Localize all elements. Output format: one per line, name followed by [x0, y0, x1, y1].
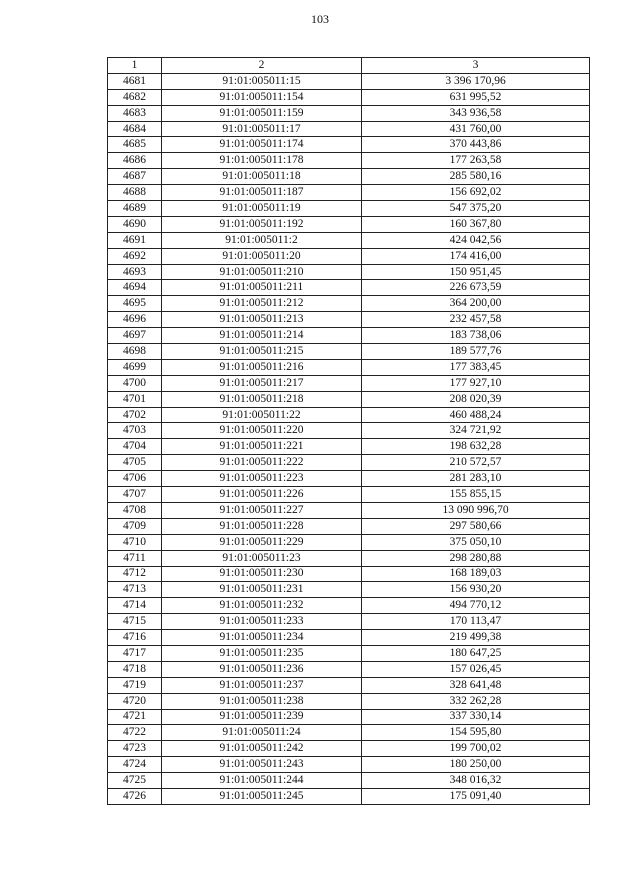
table-row — [108, 375, 590, 391]
cadastral-number-cell: 91:01:005011:231 — [162, 582, 362, 598]
table-row — [108, 359, 590, 375]
table-row — [108, 757, 590, 773]
row-number-cell: 4682 — [108, 89, 162, 105]
table-row — [108, 232, 590, 248]
row-number-cell: 4718 — [108, 661, 162, 677]
row-number-cell: 4717 — [108, 645, 162, 661]
table-row — [108, 89, 590, 105]
column-header-3: 3 — [362, 58, 590, 74]
row-number-cell: 4699 — [108, 359, 162, 375]
value-cell: 281 283,10 — [362, 471, 590, 487]
cadastral-number-cell: 91:01:005011:211 — [162, 280, 362, 296]
row-number-cell: 4686 — [108, 153, 162, 169]
table-row — [108, 455, 590, 471]
cadastral-number-cell: 91:01:005011:230 — [162, 566, 362, 582]
value-cell: 324 721,92 — [362, 423, 590, 439]
value-cell: 155 855,15 — [362, 487, 590, 503]
row-number-cell: 4690 — [108, 216, 162, 232]
table-row — [108, 407, 590, 423]
table-row — [108, 296, 590, 312]
value-cell: 631 995,52 — [362, 89, 590, 105]
row-number-cell: 4702 — [108, 407, 162, 423]
cadastral-number-cell: 91:01:005011:234 — [162, 630, 362, 646]
table-row — [108, 788, 590, 804]
cadastral-number-cell: 91:01:005011:210 — [162, 264, 362, 280]
cadastral-number-cell: 91:01:005011:233 — [162, 614, 362, 630]
table-row — [108, 661, 590, 677]
cadastral-number-cell: 91:01:005011:187 — [162, 185, 362, 201]
table-row — [108, 248, 590, 264]
cadastral-number-cell: 91:01:005011:238 — [162, 693, 362, 709]
value-cell: 3 396 170,96 — [362, 73, 590, 89]
table-row — [108, 423, 590, 439]
value-cell: 175 091,40 — [362, 788, 590, 804]
table-row — [108, 185, 590, 201]
row-number-cell: 4706 — [108, 471, 162, 487]
row-number-cell: 4705 — [108, 455, 162, 471]
table-row — [108, 582, 590, 598]
row-number-cell: 4691 — [108, 232, 162, 248]
cadastral-number-cell: 91:01:005011:2 — [162, 232, 362, 248]
value-cell: 168 189,03 — [362, 566, 590, 582]
table-row — [108, 487, 590, 503]
value-cell: 226 673,59 — [362, 280, 590, 296]
cadastral-number-cell: 91:01:005011:237 — [162, 677, 362, 693]
cadastral-number-cell: 91:01:005011:212 — [162, 296, 362, 312]
value-cell: 170 113,47 — [362, 614, 590, 630]
value-cell: 424 042,56 — [362, 232, 590, 248]
value-cell: 370 443,86 — [362, 137, 590, 153]
cadastral-number-cell: 91:01:005011:220 — [162, 423, 362, 439]
cadastral-number-cell: 91:01:005011:215 — [162, 344, 362, 360]
value-cell: 156 692,02 — [362, 185, 590, 201]
table-row — [108, 471, 590, 487]
value-cell: 180 250,00 — [362, 757, 590, 773]
cadastral-number-cell: 91:01:005011:24 — [162, 725, 362, 741]
table-row — [108, 121, 590, 137]
cadastral-number-cell: 91:01:005011:18 — [162, 169, 362, 185]
table-row — [108, 153, 590, 169]
value-cell: 177 383,45 — [362, 359, 590, 375]
cadastral-number-cell: 91:01:005011:214 — [162, 328, 362, 344]
value-cell: 494 770,12 — [362, 598, 590, 614]
row-number-cell: 4716 — [108, 630, 162, 646]
table-row — [108, 137, 590, 153]
table-row — [108, 264, 590, 280]
table-row — [108, 550, 590, 566]
cadastral-number-cell: 91:01:005011:239 — [162, 709, 362, 725]
row-number-cell: 4704 — [108, 439, 162, 455]
table-row — [108, 614, 590, 630]
cadastral-number-cell: 91:01:005011:17 — [162, 121, 362, 137]
page-number: 103 — [311, 12, 329, 26]
row-number-cell: 4714 — [108, 598, 162, 614]
value-cell: 177 263,58 — [362, 153, 590, 169]
cadastral-number-cell: 91:01:005011:226 — [162, 487, 362, 503]
value-cell: 199 700,02 — [362, 741, 590, 757]
cadastral-number-cell: 91:01:005011:174 — [162, 137, 362, 153]
column-header-1: 1 — [108, 58, 162, 74]
row-number-cell: 4698 — [108, 344, 162, 360]
value-cell: 156 930,20 — [362, 582, 590, 598]
cadastral-number-cell: 91:01:005011:244 — [162, 773, 362, 789]
row-number-cell: 4688 — [108, 185, 162, 201]
value-cell: 157 026,45 — [362, 661, 590, 677]
value-cell: 332 262,28 — [362, 693, 590, 709]
row-number-cell: 4685 — [108, 137, 162, 153]
row-number-cell: 4710 — [108, 534, 162, 550]
row-number-cell: 4726 — [108, 788, 162, 804]
row-number-cell: 4683 — [108, 105, 162, 121]
row-number-cell: 4715 — [108, 614, 162, 630]
row-number-cell: 4707 — [108, 487, 162, 503]
cadastral-number-cell: 91:01:005011:216 — [162, 359, 362, 375]
table-row — [108, 534, 590, 550]
value-cell: 219 499,38 — [362, 630, 590, 646]
cadastral-number-cell: 91:01:005011:19 — [162, 201, 362, 217]
value-cell: 337 330,14 — [362, 709, 590, 725]
value-cell: 364 200,00 — [362, 296, 590, 312]
cadastral-number-cell: 91:01:005011:223 — [162, 471, 362, 487]
row-number-cell: 4692 — [108, 248, 162, 264]
row-number-cell: 4703 — [108, 423, 162, 439]
row-number-cell: 4701 — [108, 391, 162, 407]
cadastral-number-cell: 91:01:005011:20 — [162, 248, 362, 264]
value-cell: 375 050,10 — [362, 534, 590, 550]
table-row — [108, 773, 590, 789]
value-cell: 177 927,10 — [362, 375, 590, 391]
table-row — [108, 709, 590, 725]
table-row — [108, 566, 590, 582]
row-number-cell: 4684 — [108, 121, 162, 137]
row-number-cell: 4694 — [108, 280, 162, 296]
cadastral-number-cell: 91:01:005011:217 — [162, 375, 362, 391]
table-row — [108, 741, 590, 757]
row-number-cell: 4708 — [108, 502, 162, 518]
cadastral-number-cell: 91:01:005011:236 — [162, 661, 362, 677]
value-cell: 160 367,80 — [362, 216, 590, 232]
value-cell: 210 572,57 — [362, 455, 590, 471]
cadastral-number-cell: 91:01:005011:228 — [162, 518, 362, 534]
table-row — [108, 280, 590, 296]
table-row — [108, 105, 590, 121]
cadastral-number-cell: 91:01:005011:22 — [162, 407, 362, 423]
table-row — [108, 725, 590, 741]
cadastral-number-cell: 91:01:005011:23 — [162, 550, 362, 566]
table-row — [108, 693, 590, 709]
row-number-cell: 4722 — [108, 725, 162, 741]
table-row — [108, 391, 590, 407]
value-cell: 348 016,32 — [362, 773, 590, 789]
row-number-cell: 4721 — [108, 709, 162, 725]
cadastral-number-cell: 91:01:005011:178 — [162, 153, 362, 169]
data-table — [107, 57, 590, 805]
value-cell: 154 595,80 — [362, 725, 590, 741]
row-number-cell: 4711 — [108, 550, 162, 566]
table-header-row — [108, 58, 590, 74]
table-row — [108, 216, 590, 232]
value-cell: 208 020,39 — [362, 391, 590, 407]
row-number-cell: 4695 — [108, 296, 162, 312]
cadastral-number-cell: 91:01:005011:243 — [162, 757, 362, 773]
table-row — [108, 312, 590, 328]
cadastral-number-cell: 91:01:005011:154 — [162, 89, 362, 105]
value-cell: 547 375,20 — [362, 201, 590, 217]
cadastral-number-cell: 91:01:005011:242 — [162, 741, 362, 757]
table-row — [108, 169, 590, 185]
value-cell: 297 580,66 — [362, 518, 590, 534]
row-number-cell: 4719 — [108, 677, 162, 693]
value-cell: 285 580,16 — [362, 169, 590, 185]
value-cell: 150 951,45 — [362, 264, 590, 280]
cadastral-number-cell: 91:01:005011:235 — [162, 645, 362, 661]
cadastral-number-cell: 91:01:005011:222 — [162, 455, 362, 471]
row-number-cell: 4697 — [108, 328, 162, 344]
table-row — [108, 201, 590, 217]
table-row — [108, 677, 590, 693]
column-header-2: 2 — [162, 58, 362, 74]
cadastral-number-cell: 91:01:005011:232 — [162, 598, 362, 614]
value-cell: 174 416,00 — [362, 248, 590, 264]
table-body — [108, 73, 590, 804]
cadastral-number-cell: 91:01:005011:192 — [162, 216, 362, 232]
table-row — [108, 502, 590, 518]
table-row — [108, 598, 590, 614]
row-number-cell: 4724 — [108, 757, 162, 773]
table-row — [108, 344, 590, 360]
cadastral-number-cell: 91:01:005011:15 — [162, 73, 362, 89]
value-cell: 298 280,88 — [362, 550, 590, 566]
value-cell: 180 647,25 — [362, 645, 590, 661]
value-cell: 198 632,28 — [362, 439, 590, 455]
row-number-cell: 4696 — [108, 312, 162, 328]
row-number-cell: 4720 — [108, 693, 162, 709]
value-cell: 343 936,58 — [362, 105, 590, 121]
row-number-cell: 4700 — [108, 375, 162, 391]
row-number-cell: 4689 — [108, 201, 162, 217]
row-number-cell: 4712 — [108, 566, 162, 582]
value-cell: 183 738,06 — [362, 328, 590, 344]
cadastral-number-cell: 91:01:005011:159 — [162, 105, 362, 121]
row-number-cell: 4725 — [108, 773, 162, 789]
row-number-cell: 4723 — [108, 741, 162, 757]
cadastral-number-cell: 91:01:005011:245 — [162, 788, 362, 804]
value-cell: 189 577,76 — [362, 344, 590, 360]
row-number-cell: 4693 — [108, 264, 162, 280]
cadastral-number-cell: 91:01:005011:221 — [162, 439, 362, 455]
value-cell: 232 457,58 — [362, 312, 590, 328]
cadastral-number-cell: 91:01:005011:213 — [162, 312, 362, 328]
table-row — [108, 439, 590, 455]
row-number-cell: 4687 — [108, 169, 162, 185]
row-number-cell: 4709 — [108, 518, 162, 534]
table-row — [108, 518, 590, 534]
table-row — [108, 73, 590, 89]
cadastral-number-cell: 91:01:005011:229 — [162, 534, 362, 550]
value-cell: 431 760,00 — [362, 121, 590, 137]
value-cell: 460 488,24 — [362, 407, 590, 423]
row-number-cell: 4713 — [108, 582, 162, 598]
row-number-cell: 4681 — [108, 73, 162, 89]
table-row — [108, 645, 590, 661]
cadastral-number-cell: 91:01:005011:227 — [162, 502, 362, 518]
value-cell: 13 090 996,70 — [362, 502, 590, 518]
value-cell: 328 641,48 — [362, 677, 590, 693]
cadastral-number-cell: 91:01:005011:218 — [162, 391, 362, 407]
table-row — [108, 630, 590, 646]
table-row — [108, 328, 590, 344]
